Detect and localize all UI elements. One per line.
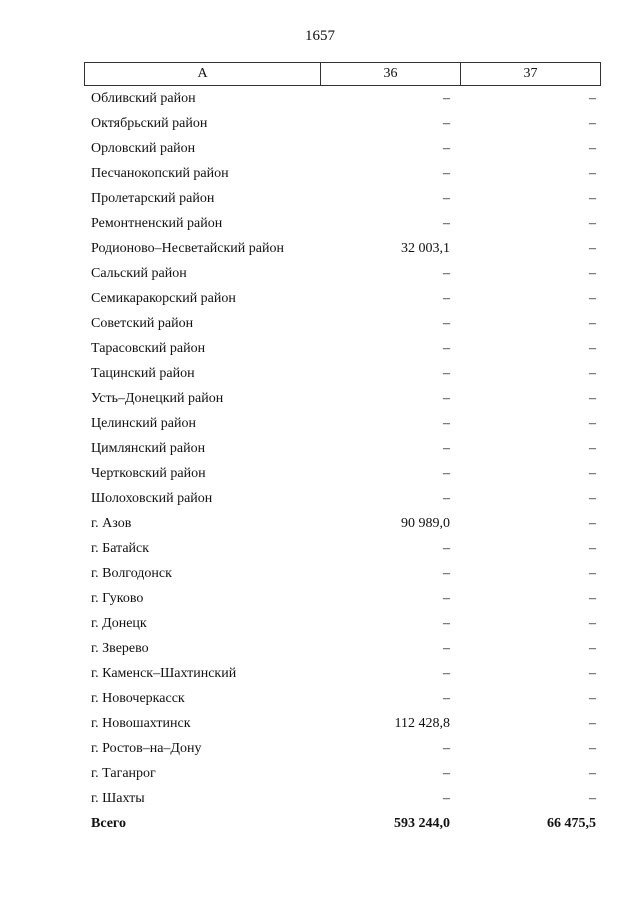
table-row — [84, 536, 601, 561]
row-value-37: – — [589, 290, 596, 306]
table-row — [84, 711, 601, 736]
row-value-36: 90 989,0 — [401, 515, 450, 531]
row-label: Орловский район — [91, 140, 196, 156]
row-label: г. Новошахтинск — [91, 715, 191, 731]
row-label: г. Донецк — [91, 615, 147, 631]
row-label: г. Таганрог — [91, 765, 156, 781]
table-row — [84, 486, 601, 511]
row-value-36: – — [443, 290, 450, 306]
row-value-37: – — [589, 390, 596, 406]
row-value-37: – — [589, 465, 596, 481]
table-row — [84, 511, 601, 536]
row-value-37: – — [589, 165, 596, 181]
row-value-36: – — [443, 440, 450, 456]
data-table — [84, 62, 601, 836]
row-value-37: – — [589, 765, 596, 781]
row-label: Октябрьский район — [91, 115, 208, 131]
row-value-36: – — [443, 340, 450, 356]
row-value-36: – — [443, 190, 450, 206]
table-row — [84, 761, 601, 786]
row-value-36: – — [443, 365, 450, 381]
row-value-37: – — [589, 315, 596, 331]
row-label: Усть–Донецкий район — [91, 390, 224, 406]
row-label: Советский район — [91, 315, 194, 331]
row-value-36: – — [443, 615, 450, 631]
row-value-37: – — [589, 540, 596, 556]
row-label: Сальский район — [91, 265, 187, 281]
header-cell-36: 36 — [321, 63, 461, 85]
row-label: г. Батайск — [91, 540, 150, 556]
row-value-37: – — [589, 440, 596, 456]
row-value-37: – — [589, 615, 596, 631]
table-row — [84, 586, 601, 611]
row-value-36: – — [443, 265, 450, 281]
table-row — [84, 361, 601, 386]
row-value-36: – — [443, 590, 450, 606]
row-value-37: – — [589, 215, 596, 231]
row-label: Чертковский район — [91, 465, 206, 481]
row-value-37: – — [589, 640, 596, 656]
row-value-36: – — [443, 115, 450, 131]
row-label: г. Азов — [91, 515, 132, 531]
total-value-36: 593 244,0 — [394, 815, 450, 831]
row-value-36: – — [443, 565, 450, 581]
row-value-37: – — [589, 790, 596, 806]
table-row — [84, 86, 601, 111]
table-row — [84, 286, 601, 311]
table-row — [84, 211, 601, 236]
row-value-36: – — [443, 165, 450, 181]
total-value-37: 66 475,5 — [547, 815, 596, 831]
row-value-36: – — [443, 90, 450, 106]
table-row — [84, 686, 601, 711]
row-value-37: – — [589, 190, 596, 206]
table-row — [84, 386, 601, 411]
table-row — [84, 336, 601, 361]
table-row — [84, 611, 601, 636]
table-row — [84, 186, 601, 211]
row-value-37: – — [589, 590, 596, 606]
row-value-37: – — [589, 690, 596, 706]
row-label: г. Каменск–Шахтинский — [91, 665, 237, 681]
table-row — [84, 236, 601, 261]
row-value-36: – — [443, 465, 450, 481]
row-label: Семикаракорский район — [91, 290, 236, 306]
row-value-37: – — [589, 365, 596, 381]
row-value-37: – — [589, 115, 596, 131]
row-value-37: – — [589, 490, 596, 506]
row-label: Ремонтненский район — [91, 215, 223, 231]
row-value-36: – — [443, 490, 450, 506]
row-value-37: – — [589, 140, 596, 156]
header-cell-37: 37 — [523, 66, 538, 81]
row-value-36: – — [443, 415, 450, 431]
table-row — [84, 661, 601, 686]
row-label: г. Гуково — [91, 590, 144, 606]
row-label: Шолоховский район — [91, 490, 213, 506]
row-value-37: – — [589, 665, 596, 681]
row-value-37: – — [589, 340, 596, 356]
row-label: Родионово–Несветайский район — [91, 240, 284, 256]
row-label: Обливский район — [91, 90, 196, 106]
total-label: Всего — [91, 815, 126, 831]
table-row — [84, 436, 601, 461]
row-value-36: 112 428,8 — [394, 715, 450, 731]
table-header — [84, 62, 601, 86]
table-row — [84, 786, 601, 811]
total-row — [84, 811, 601, 836]
row-value-37: – — [589, 715, 596, 731]
row-value-36: – — [443, 690, 450, 706]
row-label: Целинский район — [91, 415, 196, 431]
row-value-37: – — [589, 565, 596, 581]
row-label: г. Ростов–на–Дону — [91, 740, 202, 756]
table-row — [84, 136, 601, 161]
table-body — [84, 86, 601, 811]
row-value-36: – — [443, 540, 450, 556]
table-row — [84, 736, 601, 761]
row-value-37: – — [589, 265, 596, 281]
table-row — [84, 461, 601, 486]
row-value-36: 32 003,1 — [401, 240, 450, 256]
row-value-36: – — [443, 140, 450, 156]
row-value-37: – — [589, 415, 596, 431]
page-number: 1657 — [305, 28, 335, 44]
row-value-36: – — [443, 640, 450, 656]
row-value-36: – — [443, 740, 450, 756]
row-value-37: – — [589, 740, 596, 756]
row-label: Песчанокопский район — [91, 165, 229, 181]
row-value-36: – — [443, 390, 450, 406]
row-value-37: – — [589, 240, 596, 256]
header-cell-a: А — [85, 63, 321, 85]
table-row — [84, 561, 601, 586]
row-value-36: – — [443, 765, 450, 781]
row-label: Цимлянский район — [91, 440, 206, 456]
table-row — [84, 111, 601, 136]
row-value-36: – — [443, 215, 450, 231]
row-value-37: – — [589, 515, 596, 531]
row-value-36: – — [443, 790, 450, 806]
row-label: г. Зверево — [91, 640, 149, 656]
table-row — [84, 411, 601, 436]
row-label: г. Волгодонск — [91, 565, 172, 581]
table-row — [84, 311, 601, 336]
table-row — [84, 636, 601, 661]
row-label: Пролетарский район — [91, 190, 215, 206]
row-value-36: – — [443, 665, 450, 681]
row-label: г. Новочеркасск — [91, 690, 185, 706]
row-value-36: – — [443, 315, 450, 331]
table-row — [84, 261, 601, 286]
row-label: г. Шахты — [91, 790, 145, 806]
table-row — [84, 161, 601, 186]
row-label: Тацинский район — [91, 365, 195, 381]
row-value-37: – — [589, 90, 596, 106]
row-label: Тарасовский район — [91, 340, 206, 356]
